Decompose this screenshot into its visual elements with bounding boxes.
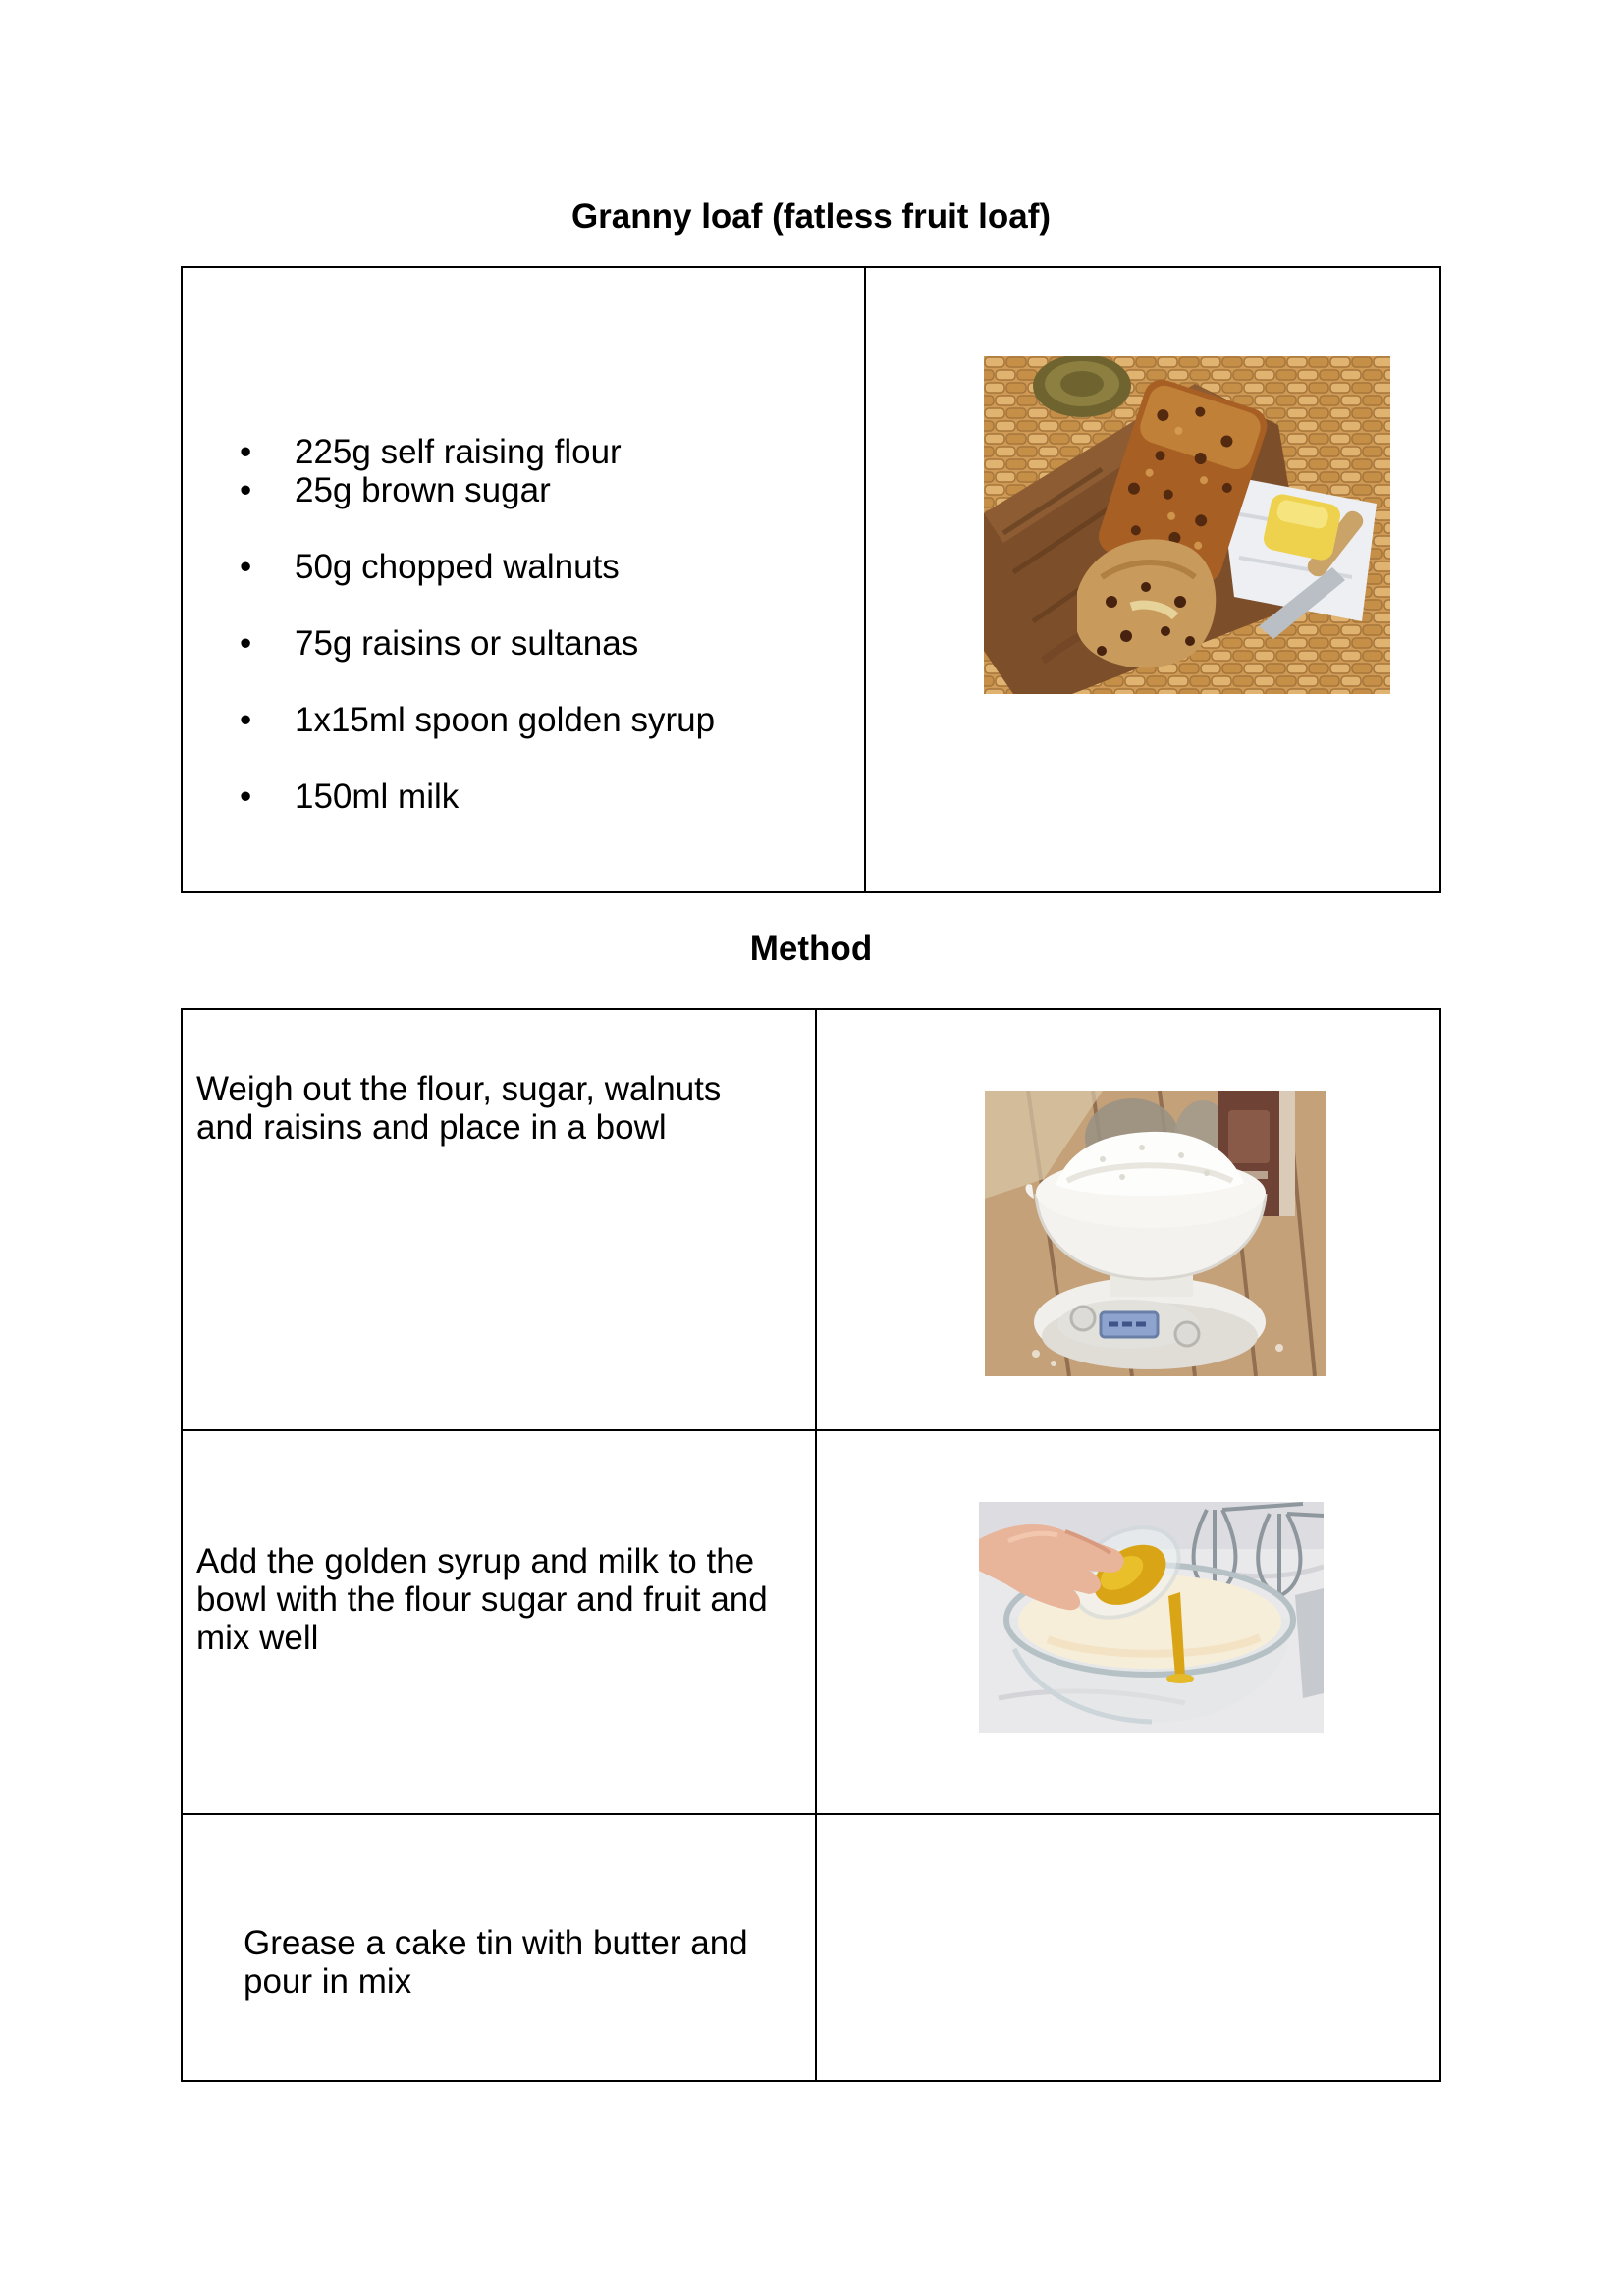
kitchen-scales-photo — [985, 1091, 1326, 1376]
fruit-loaf-illustration — [984, 356, 1390, 694]
method-heading: Method — [749, 930, 873, 968]
bullet-icon: • — [240, 548, 252, 586]
ingredient-text: 225g self raising flour — [295, 433, 622, 471]
ingredient-item — [183, 433, 864, 471]
bullet-icon: • — [240, 777, 252, 816]
ingredient-item — [183, 548, 864, 586]
ingredient-text: 150ml milk — [295, 777, 460, 816]
ingredient-text: 50g chopped walnuts — [295, 548, 620, 586]
bullet-icon: • — [240, 701, 252, 739]
table-divider — [815, 1010, 817, 2080]
ingredient-item — [183, 777, 864, 816]
method-step-1: Weigh out the flour, sugar, walnuts and raisins and place in a bowl — [196, 1070, 722, 1147]
ingredient-text: 75g raisins or sultanas — [295, 624, 639, 663]
ingredient-text: 1x15ml spoon golden syrup — [295, 701, 716, 739]
table-divider — [864, 268, 866, 891]
ingredient-text: 25g brown sugar — [295, 471, 551, 509]
bullet-icon: • — [240, 624, 252, 663]
ingredient-item — [183, 701, 864, 739]
bullet-icon: • — [240, 471, 252, 509]
scale-button — [1071, 1307, 1095, 1330]
row-divider — [183, 1813, 1439, 1815]
kitchen-scales-illustration — [985, 1091, 1326, 1376]
ingredient-item — [183, 624, 864, 663]
method-step-2: Add the golden syrup and milk to the bowl with the flour sugar and fruit and mix well — [196, 1542, 768, 1657]
pouring-syrup-photo — [979, 1502, 1324, 1733]
page-title: Granny loaf (fatless fruit loaf) — [570, 197, 1052, 236]
row-divider — [183, 1429, 1439, 1431]
fruit-loaf-photo — [984, 356, 1390, 694]
method-step-3: Grease a cake tin with butter and pour in mix — [244, 1924, 748, 2001]
ingredient-item — [183, 471, 864, 509]
scale-button — [1175, 1322, 1199, 1346]
bullet-icon: • — [240, 433, 252, 471]
ingredients-list — [183, 433, 864, 816]
pouring-syrup-illustration — [979, 1502, 1324, 1733]
